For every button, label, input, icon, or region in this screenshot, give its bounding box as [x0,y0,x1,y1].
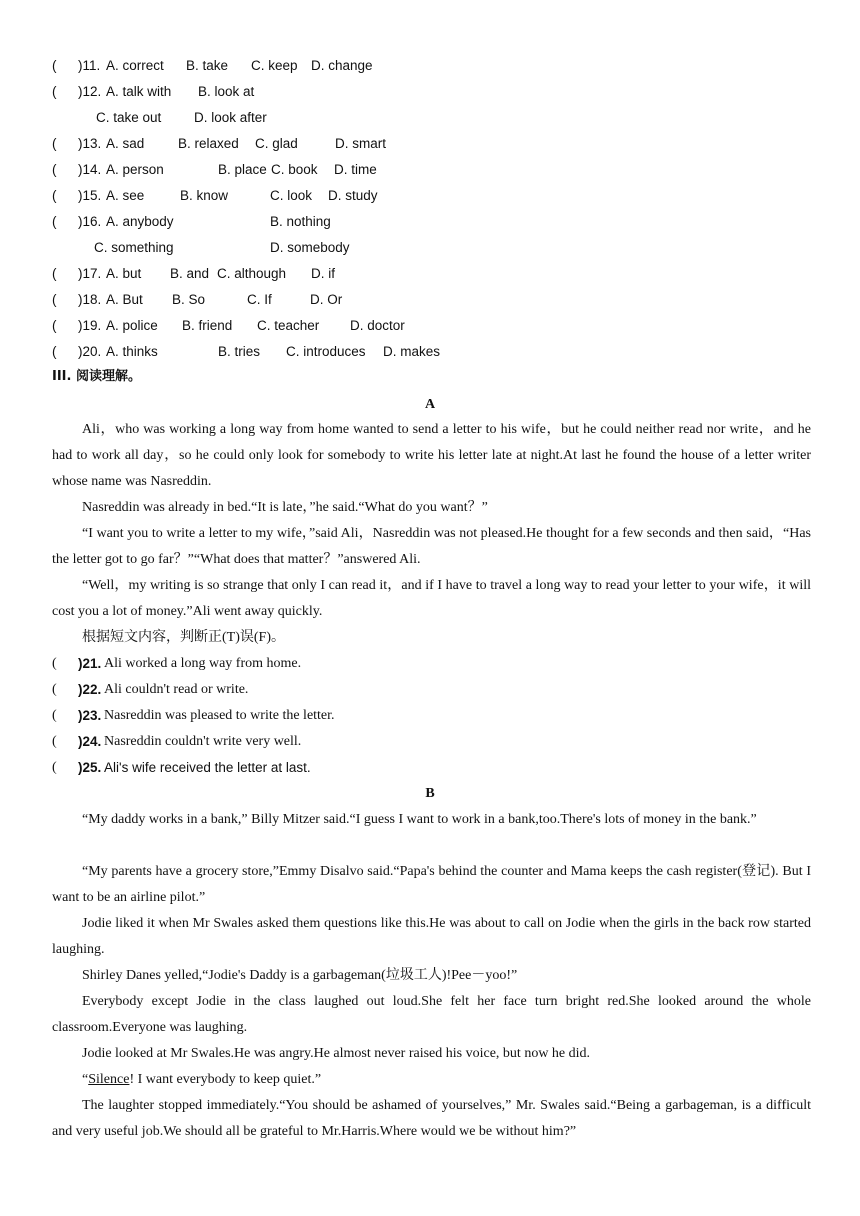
question-number: )20. [78,344,102,359]
option-d: D. smart [335,136,387,151]
option-a: A. anybody [106,214,174,229]
option-b: B. relaxed [178,136,239,151]
question-number: )18. [78,292,102,307]
option-a: A. correct [106,58,164,73]
passage-b-paragraph: Shirley Danes yelled,“Jodie's Daddy is a garbageman(垃圾工人)!Pee－yoo!” [82,968,518,983]
option-c: C. glad [255,136,298,151]
question-number: )17. [78,266,102,281]
passage-b-paragraph: Everybody except Jodie in the class laughed out loud.She felt her face turn bright red.She looked around the whole classroom.Everyone was laughing. [52,994,811,1035]
option-d: D. study [328,188,378,203]
option-b: B. tries [218,344,261,359]
answer-paren[interactable]: ( [52,84,57,99]
answer-paren[interactable]: ( [52,58,57,73]
passage-b-paragraph: “My parents have a grocery store,”Emmy Disalvo said.“Papa's behind the counter and Mama keeps the cash register(登记). But I want to be an airline pilot.” [52,864,811,905]
passage-a-paragraph: “I want you to write a letter to my wife，”said Ali，Nasreddin was not pleased.He thought for a few seconds and then said，“Has the letter got to go far？”“What does that matter？”answered Ali. [52,526,811,567]
section-heading: III. 阅读理解。 [52,369,141,384]
passage-b-paragraph: Jodie liked it when Mr Swales asked them questions like this.He was about to call on Jodie when the girls in the back row started laughing. [52,916,811,957]
statement-text: Ali worked a long way from home. [104,656,302,671]
option-b: B. look at [198,84,255,99]
option-d: D. look after [194,110,267,125]
statement-text: Nasreddin was pleased to write the letter. [104,708,335,723]
passage-b-title: B [425,786,435,801]
option-d: D. makes [383,344,441,359]
option-a: A. person [106,162,164,177]
option-b: B. nothing [270,214,331,229]
option-b: B. place [218,162,267,177]
statement-text: Nasreddin couldn't write very well. [104,734,302,749]
option-b: B. know [180,188,229,203]
passage-a-paragraph: Nasreddin was already in bed.“It is late，”he said.“What do you want？” [82,500,488,515]
question-number: )21. [78,656,102,671]
option-b: B. friend [182,318,233,333]
option-d: D. somebody [270,240,350,255]
option-c: C. something [94,240,174,255]
open-quote: “ [82,1072,89,1087]
question-number: )12. [78,84,102,99]
passage-b-paragraph: Jodie looked at Mr Swales.He was angry.He almost never raised his voice, but now he did. [82,1046,591,1061]
answer-paren[interactable]: ( [52,318,57,333]
passage-b-paragraph: “My daddy works in a bank,” Billy Mitzer said.“I guess I want to work in a bank,too.There's lots of money in the bank.” [82,812,757,827]
option-d: D. change [311,58,373,73]
tf-instruction: 根据短文内容，判断正(T)误(F)。 [82,630,285,645]
question-number: )19. [78,318,102,333]
underlined-word: Silence [88,1072,130,1087]
question-number: )11. [78,58,101,73]
option-d: D. doctor [350,318,405,333]
option-a: A. see [106,188,145,203]
statement-text: Ali's wife received the letter at last. [104,760,311,775]
question-number: )23. [78,708,102,723]
option-c: C. take out [96,110,162,125]
passage-a-paragraph: “Well，my writing is so strange that only I can read it，and if I have to travel a long way to read your letter to your wife，it will cost you a lot of money.”Ali went away quickly. [52,578,811,619]
answer-paren[interactable]: ( [52,266,57,281]
answer-paren[interactable]: ( [52,760,57,775]
option-c: C. keep [251,58,298,73]
option-c: C. although [217,266,287,281]
answer-paren[interactable]: ( [52,682,57,697]
option-a: A. but [106,266,142,281]
option-a: A. sad [106,136,145,151]
option-d: D. if [311,266,336,281]
passage-a-paragraph: Ali，who was working a long way from home wanted to send a letter to his wife，but he could neither read nor write，and he had to work all day，so he could only look for somebody to write his letter late at night.At last he found the house of a letter writer whose name was Nasreddin. [52,422,811,489]
statement-text: Ali couldn't read or write. [104,682,249,697]
answer-paren[interactable]: ( [52,344,57,359]
answer-paren[interactable]: ( [52,214,57,229]
question-number: )25. [78,760,102,775]
option-b: B. take [186,58,229,73]
passage-a-title: A [424,397,436,412]
silence-paragraph [52,1067,811,1093]
answer-paren[interactable]: ( [52,708,57,723]
option-c: C. teacher [257,318,320,333]
option-d: D. Or [310,292,343,307]
question-number: )24. [78,734,102,749]
answer-paren[interactable]: ( [52,188,57,203]
question-number: )22. [78,682,102,697]
option-c: C. book [271,162,318,177]
answer-paren[interactable]: ( [52,734,57,749]
quote-rest: ! I want everybody to keep quiet.” [129,1072,322,1087]
option-c: C. If [247,292,272,307]
option-a: A. But [106,292,143,307]
option-b: B. and [170,266,210,281]
question-number: )13. [78,136,102,151]
answer-paren[interactable]: ( [52,136,57,151]
option-c: C. look [270,188,313,203]
question-number: )15. [78,188,102,203]
question-number: )14. [78,162,102,177]
answer-paren[interactable]: ( [52,292,57,307]
option-a: A. thinks [106,344,158,359]
question-number: )16. [78,214,102,229]
option-d: D. time [334,162,377,177]
option-a: A. police [106,318,158,333]
option-c: C. introduces [286,344,366,359]
passage-b-paragraph: The laughter stopped immediately.“You should be ashamed of yourselves,” Mr. Swales said.“Being a garbageman, is a difficult and very useful job.We should all be grateful to Mr.Harris.Where would we be without him?” [52,1098,811,1139]
option-a: A. talk with [106,84,172,99]
option-b: B. So [172,292,206,307]
answer-paren[interactable]: ( [52,656,57,671]
answer-paren[interactable]: ( [52,162,57,177]
